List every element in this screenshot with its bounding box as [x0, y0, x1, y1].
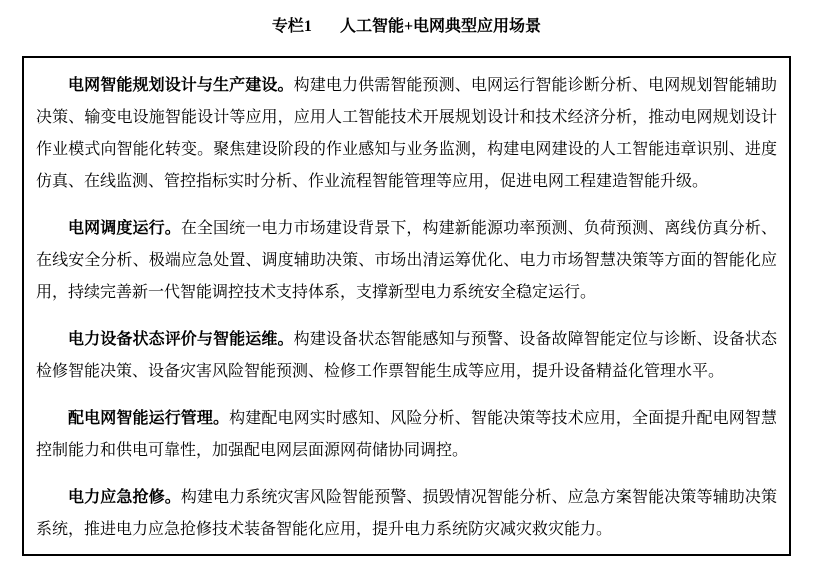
paragraph-distribution-management — [36, 403, 777, 467]
paragraph-dispatch-operation — [36, 213, 777, 309]
paragraph-body: 构建电力供需智能预测、电网运行智能诊断分析、电网规划智能辅助决策、输变电设施智能设计等应用，应用人工智能技术开展规划设计和技术经济分析，推动电网规划设计作业模式向智能化转变。聚焦建设阶段的作业感知与业务监测，构建电网建设的人工智能违章识别、进度仿真、在线监测、管控指标实时分析、作业流程智能管理等应用，促进电网工程建造智能升级。 — [36, 77, 777, 190]
paragraph-grid-planning — [36, 70, 777, 198]
page-title-main: 人工智能+电网典型应用场景 — [339, 18, 542, 35]
paragraph-heading: 电力应急抢修。 — [68, 489, 181, 506]
paragraph-heading: 电力设备状态评价与智能运维。 — [68, 331, 294, 348]
paragraph-equipment-maintenance — [36, 324, 777, 388]
paragraph-body: 在全国统一电力市场建设背景下，构建新能源功率预测、负荷预测、离线仿真分析、在线安全分析、极端应急处置、调度辅助决策、市场出清运筹优化、电力市场智慧决策等方面的智能化应用，持续完善新一代智能调控技术支持体系，支撑新型电力系统安全稳定运行。 — [36, 220, 777, 301]
paragraph-body: 构建配电网实时感知、风险分析、智能决策等技术应用，全面提升配电网智慧控制能力和供电可靠性，加强配电网层面源网荷储协同调控。 — [36, 410, 777, 459]
page-title-prefix: 专栏1 — [271, 18, 312, 35]
paragraph-body: 构建设备状态智能感知与预警、设备故障智能定位与诊断、设备状态检修智能决策、设备灾害风险智能预测、检修工作票智能生成等应用，提升设备精益化管理水平。 — [36, 331, 777, 380]
paragraph-heading: 电网智能规划设计与生产建设。 — [68, 77, 294, 94]
paragraph-heading: 配电网智能运行管理。 — [68, 410, 230, 427]
paragraph-body: 构建电力系统灾害风险智能预警、损毁情况智能分析、应急方案智能决策等辅助决策系统，推进电力应急抢修技术装备智能化应用，提升电力系统防灾减灾救灾能力。 — [36, 489, 777, 538]
paragraph-heading: 电网调度运行。 — [68, 220, 181, 237]
page-title — [0, 13, 813, 36]
paragraph-emergency-repair — [36, 482, 777, 546]
callout-box — [22, 56, 791, 556]
